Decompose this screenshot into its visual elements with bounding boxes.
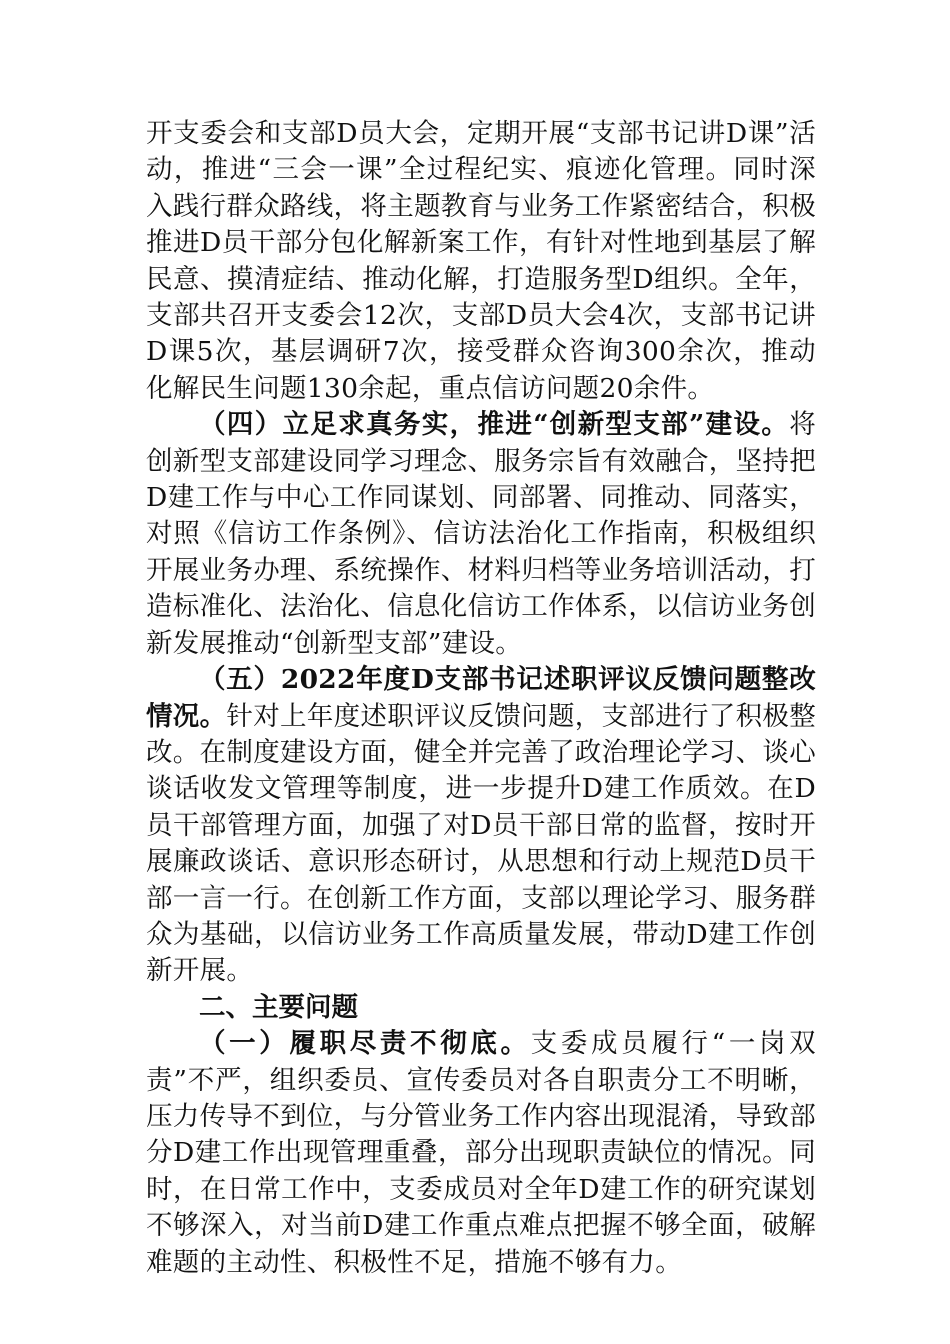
paragraph-rectification xyxy=(146,662,816,990)
paragraph-text: 支委成员履行“一岗双责”不严，组织委员、宣传委员对各自职责分工不明晰，压力传导不到位，与分管业务工作内容出现混淆，导致部分D建工作出现管理重叠，部分出现职责缺位的情况。同时，在日常工作中，支委成员对全年D建工作的研究谋划不够深入，对当前D建工作重点难点把握不够全面，破解难题的主动性、积极性不足，措施不够有力。 xyxy=(146,1028,816,1278)
paragraph-innovation xyxy=(146,407,816,662)
document-page xyxy=(146,116,816,1281)
paragraph-text: 将创新型支部建设同学习理念、服务宗旨有效融合，坚持把D建工作与中心工作同谋划、同部署、同推动、同落实，对照《信访工作条例》、信访法治化工作指南，积极组织开展业务办理、系统操作、材料归档等业务培训活动，打造标准化、法治化、信息化信访工作体系，以信访业务创新发展推动“创新型支部”建设。 xyxy=(146,409,816,659)
paragraph-continuation xyxy=(146,116,816,407)
paragraph-lead: （五）2022年度D支部书记述职评议反馈问题整改情况。 xyxy=(146,664,816,732)
paragraph-text: 开支委会和支部D员大会，定期开展“支部书记讲D课”活动，推进“三会一课”全过程纪实、痕迹化管理。同时深入践行群众路线，将主题教育与业务工作紧密结合，积极推进D员干部分包化解新案工作，有针对性地到基层了解民意、摸清症结、推动化解，打造服务型D组织。全年，支部共召开支委会12次，支部D员大会4次，支部书记讲D课5次，基层调研7次，接受群众咨询300余次，推动化解民生问题130余起，重点信访问题20余件。 xyxy=(146,118,816,404)
paragraph-text: 针对上年度述职评议反馈问题，支部进行了积极整改。在制度建设方面，健全并完善了政治理论学习、谈心谈话收发文管理等制度，进一步提升D建工作质效。在D员干部管理方面，加强了对D员干部日常的监督，按时开展廉政谈话、意识形态研讨，从思想和行动上规范D员干部一言一行。在创新工作方面，支部以理论学习、服务群众为基础，以信访业务工作高质量发展，带动D建工作创新开展。 xyxy=(146,700,817,987)
section-heading: 二、主要问题 xyxy=(199,991,358,1023)
paragraph-duty xyxy=(146,1026,816,1281)
paragraph-lead: （一）履职尽责不彻底。 xyxy=(199,1028,531,1060)
paragraph-lead: （四）立足求真务实，推进“创新型支部”建设。 xyxy=(199,409,790,441)
